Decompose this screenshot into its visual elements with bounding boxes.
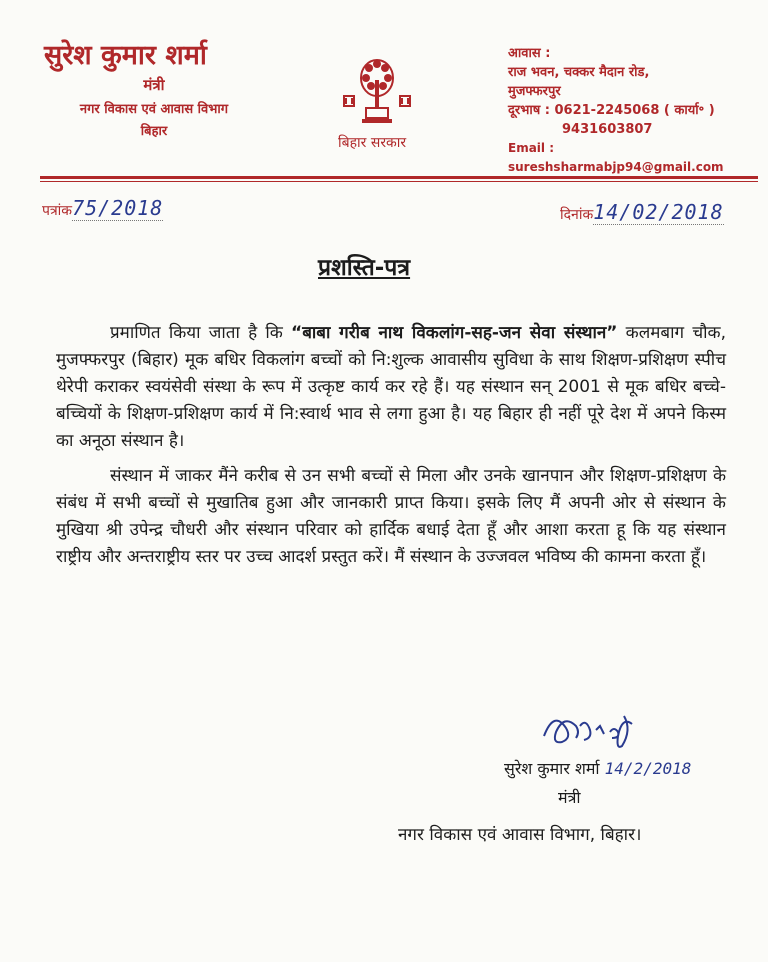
date-value: 14/02/2018 [593, 200, 724, 224]
department-name: नगर विकास एवं आवास विभाग [79, 102, 229, 118]
paragraph-1 [56, 320, 726, 455]
signatory-name-text: सुरेश कुमार शर्मा [504, 759, 600, 778]
paragraph-1-intro: प्रमाणित किया जाता है कि [110, 323, 292, 343]
reference-value: 75/2018 [72, 196, 164, 220]
state-name: बिहार [140, 124, 168, 140]
address-line1: राज भवन, चक्कर मैदान रोड, [508, 65, 650, 80]
reference-label: पत्रांक [42, 203, 73, 219]
govt-label: बिहार सरकार [338, 135, 407, 151]
address-line2: मुजफ्फरपुर [508, 84, 561, 99]
header-divider [40, 176, 758, 179]
address-label: आवास : [508, 46, 551, 61]
letter-date [560, 200, 724, 224]
signatory-name [504, 757, 691, 779]
letterhead-address [508, 44, 768, 177]
minister-name: सुरेश कुमार शर्मा [44, 40, 207, 71]
phone-line: दूरभाष : 0621-2245068 ( कार्या॰ ) [508, 103, 715, 118]
email-address: Email : sureshsharmabjp94@gmail.com [508, 141, 724, 174]
signature-date: 14/2/2018 [604, 759, 692, 778]
institution-name: “बाबा गरीब नाथ विकलांग-सह-जन सेवा संस्थान” [291, 323, 618, 343]
paragraph-1-text: कलमबाग चौक, मुजफ्फरपुर (बिहार) मूक बधिर विकलांग बच्चों को नि:शुल्क आवासीय सुविधा के साथ शिक्षण-प्रशिक्षण स्पीच थेरेपी कराकर स्वयंसेवी संस्था के रूप में उत्कृष्ट कार्य कर रहे हैं। यह संस्थान सन् 2001 से मूक बधिर बच्चे-बच्चियों के शिक्षण-प्रशिक्षण कार्य में नि:स्वार्थ भाव से लगा हुआ है। यह बिहार ही नहीं पूरे देश में अपने किस्म का अनूठा संस्थान है। [56, 323, 726, 451]
mobile-number: 9431603807 [562, 122, 653, 137]
signatory-post: मंत्री [558, 788, 581, 807]
signature-icon [536, 706, 656, 758]
letter-body [56, 320, 726, 579]
reference-number [42, 196, 163, 220]
signatory-department: नगर विकास एवं आवास विभाग, बिहार। [398, 825, 642, 845]
document-title: प्रशस्ति-पत्र [318, 255, 411, 281]
minister-post: मंत्री [143, 76, 165, 95]
bihar-emblem-icon [338, 56, 416, 132]
header-divider-thin [40, 181, 758, 182]
letterhead-left [44, 40, 264, 139]
paragraph-2: संस्थान में जाकर मैंने करीब से उन सभी बच्चों से मिला और उनके खानपान और शिक्षण-प्रशिक्षण के संबंध में सभी बच्चों से मुखातिब हुआ और जानकारी प्राप्त किया। इसके लिए मैं अपनी ओर से संस्थान के मुखिया श्री उपेन्द्र चौधरी और संस्थान परिवार को हार्दिक बधाई देता हूँ और आशा करता हू कि यह संस्थान राष्ट्रीय और अन्तराष्ट्रीय स्तर पर उच्च आदर्श प्रस्तुत करें। मैं संस्थान के उज्जवल भविष्य की कामना करता हूँ। [56, 466, 726, 567]
date-label: दिनांक [560, 207, 594, 223]
